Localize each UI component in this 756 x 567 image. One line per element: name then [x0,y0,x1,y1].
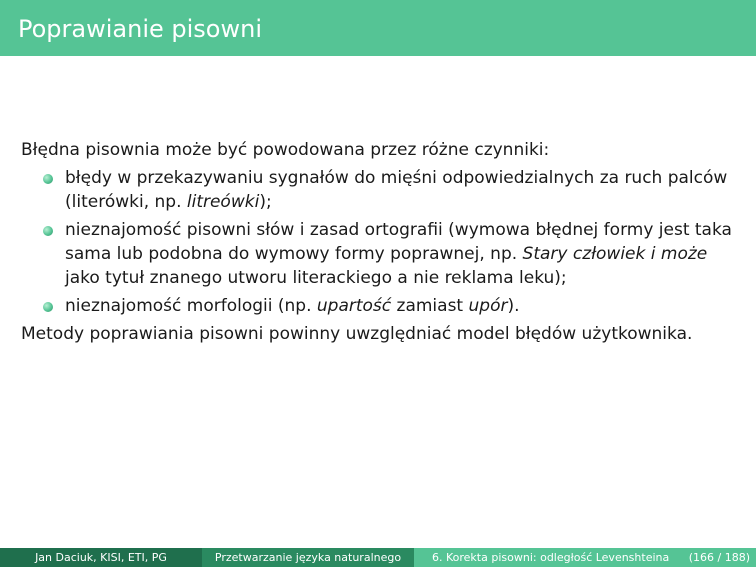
footer [0,548,756,567]
footer-author: Jan Daciuk, KISI, ETI, PG [0,548,202,567]
footer-page-number: (166 / 188) [688,551,750,564]
list-item-text: ); [259,192,272,212]
conclusion-text: Metody poprawiania pisowni powinny uwzględniać model błędów użytkownika. [21,324,693,344]
bullet-icon [43,174,53,184]
slide-content [21,138,736,346]
intro-text: Błędna pisownia może być powodowana przez różne czynniki: [21,140,550,160]
list-item-text: zamiast [391,296,469,316]
example-term: upór [468,296,508,316]
footer-section-group [414,548,756,567]
footer-section: 6. Korekta pisowni: odległość Levenshteina [432,551,670,564]
list-item-text: błędy w przekazywaniu sygnałów do mięśni odpowiedzialnych za ruch palców (literówki, np. [65,168,728,212]
example-term: upartość [316,296,392,316]
bullet-list [21,166,736,318]
list-item [21,218,736,290]
list-item-text: jako tytuł znanego utworu literackiego a nie reklama leku); [65,268,567,288]
slide-title: Poprawianie pisowni [18,15,262,43]
list-item-text: nieznajomość pisowni słów i zasad ortografii (wymowa błędnej formy jest taka sama lub podobna do wymowy formy poprawnej, np. [65,220,732,264]
bullet-icon [43,302,53,312]
list-item-text: ). [507,296,520,316]
title-bar [0,0,756,56]
list-item [21,294,736,318]
footer-course: Przetwarzanie języka naturalnego [202,548,414,567]
list-item [21,166,736,214]
example-term: Stary człowiek i może [522,244,708,264]
bullet-icon [43,226,53,236]
example-term: litreówki [186,192,260,212]
list-item-text: nieznajomość morfologii (np. [65,296,317,316]
